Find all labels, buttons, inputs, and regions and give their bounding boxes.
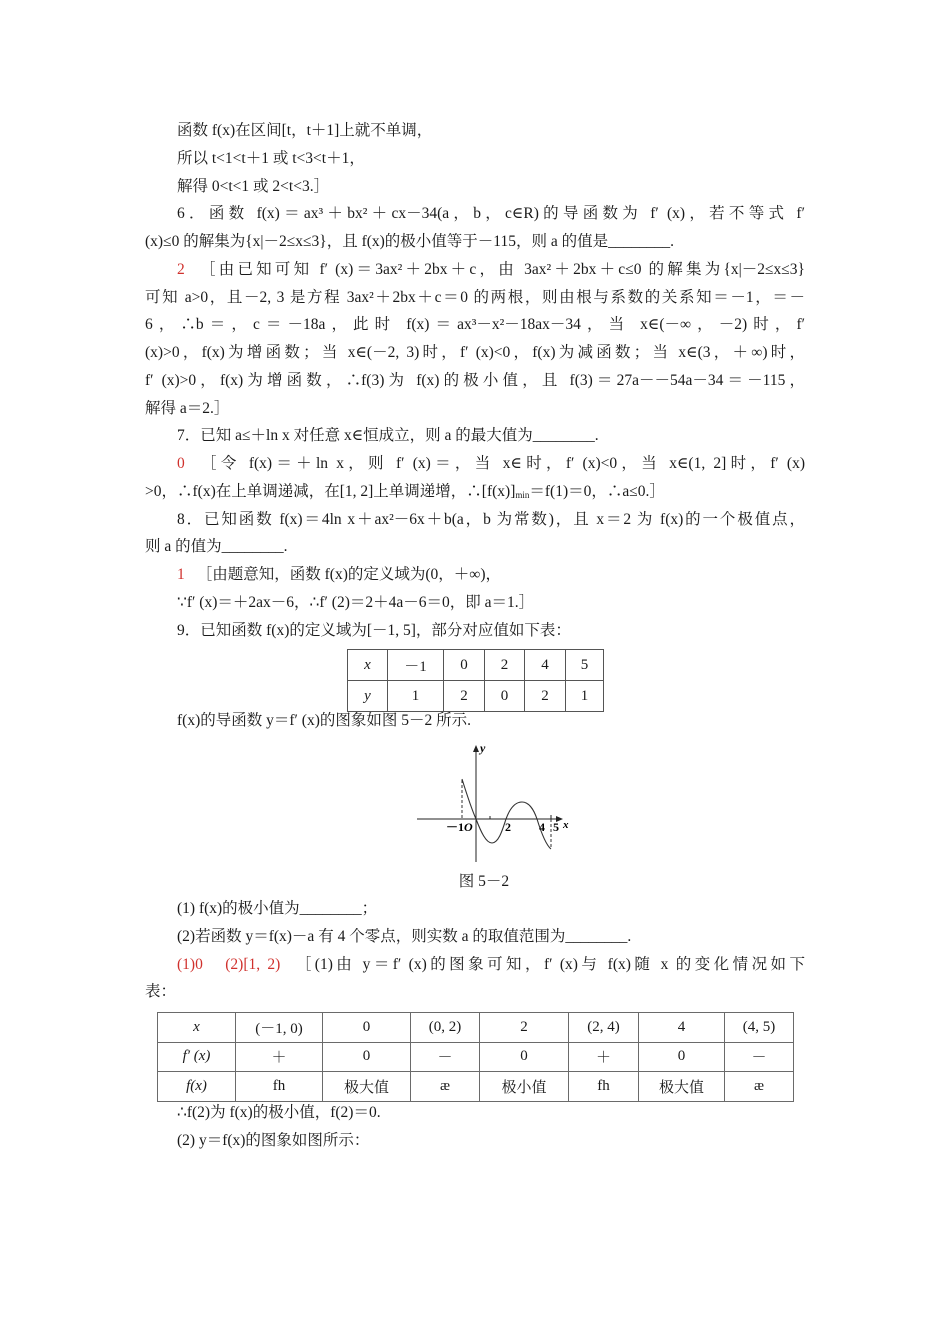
table-cell: æ [725,1072,794,1102]
solution-text: ［(1)由 y＝f′ (x)的图象可知，f′ (x)与 f(x)随 x 的变化情况如下 [292,955,805,973]
figure-caption: 图 5－2 [458,873,510,890]
solution-block-b [145,895,805,1006]
question-8-stem: 8．已知函数 f(x)＝4ln x＋ax²－6x＋b(a，b 为常数)，且 x＝2 为 f(x)的一个极值点， [177,510,805,528]
question-6-stem-cont: (x)≤0 的解集为{x|－2≤x≤3}，且 f(x)的极小值等于－115，则 a 的值是________. [145,233,674,250]
table-cell: 2 [480,1013,569,1043]
table-cell: － [725,1042,794,1072]
derivative-graph-figure [410,735,580,865]
subscript-min: min [515,489,530,500]
solution-text: ［令 f(x)＝＋ln x，则 f′ (x)＝，当 x∈时，f′ (x)<0，当 x∈(1, 2]时，f′ (x) [196,455,805,472]
table-row [348,650,604,681]
text-segment: ＝f(1)＝0，∴a≤0.］ [529,482,665,500]
table-cell: 2 [444,681,485,712]
text-line: (2) y＝f(x)的图象如图所示： [177,1131,370,1149]
table-cell: 2 [525,681,566,712]
text-line: 函数 f(x)在区间[t，t＋1]上就不单调， [177,122,433,139]
text-line: 所以 t<1<t＋1 或 t<3<t＋1， [177,149,365,167]
tick-label: 2 [505,820,511,834]
derivative-curve [462,779,551,849]
text-line: f′ (x)>0，f(x)为增函数，∴f(3)为 f(x)的极小值，且 f(3)＝27a－－54a－34＝－115， [145,371,805,389]
table-cell: 极大值 [323,1072,411,1102]
tick-label: －1 [446,820,465,834]
text-line: f(x)的导函数 y＝f′ (x)的图象如图 5－2 所示. [177,712,471,729]
text-line: 解得 0<t<1 或 2<t<3.］ [177,177,330,195]
answer-badge: (1)0 (2)[1, 2) [177,955,281,973]
table-cell: －1 [388,650,444,681]
table-cell: 0 [323,1013,411,1043]
solution-text: ［由已知可知 f′ (x)＝3ax²＋2bx＋c，由 3ax²＋2bx＋c≤0 的解集为{x|－2≤x≤3} [196,260,805,278]
table-cell: 0 [480,1042,569,1072]
table-cell: ＋ [236,1042,323,1072]
table-cell: 5 [566,650,604,681]
question-6-stem: 6．函数 f(x)＝ax³＋bx²＋cx－34(a，b，c∈R)的导函数为 f′ (x)，若不等式 f′ [177,205,805,223]
solution-block-a [145,117,805,644]
text-line: 6，∴b＝，c＝－18a，此时 f(x)＝ax³－x²－18ax－34，当 x∈(－∞，－2)时，f′ [145,316,805,334]
answer-badge: 2 [177,260,185,278]
answer-badge: 1 [177,566,185,583]
sub-question-2: (2)若函数 y＝f(x)－a 有 4 个零点，则实数 a 的取值范围为________. [177,927,632,945]
table-cell: 0 [323,1042,411,1072]
table-cell: y [348,681,388,712]
table-row [158,1072,794,1102]
text-line: 解得 a＝2.］ [145,399,230,417]
table-cell: fh [569,1072,639,1102]
value-table [347,649,604,712]
text-line: ∴f(2)为 f(x)的极小值，f(2)＝0. [177,1104,381,1121]
table-cell: － [411,1042,480,1072]
sub-question-1: (1) f(x)的极小值为________； [177,900,378,917]
table-cell: (－1, 0) [236,1013,323,1043]
question-8-stem-cont: 则 a 的值为________. [145,538,288,556]
table-cell: (4, 5) [725,1013,794,1043]
question-7-stem: 7．已知 a≤＋ln x 对任意 x∈恒成立，则 a 的最大值为________. [177,427,599,445]
table-cell: æ [411,1072,480,1102]
text-line: 可知 a>0，且－2, 3 是方程 3ax²＋2bx＋c＝0 的两根，则由根与系数的关系知＝－1，＝－ [145,288,805,306]
table-cell: 4 [525,650,566,681]
tick-label: 5 [553,820,559,834]
table-cell: 0 [485,681,525,712]
text-line [145,478,805,506]
question-9-solution [145,951,805,979]
origin-label: O [464,820,473,834]
table-cell: ＋ [569,1042,639,1072]
answer-badge: 0 [177,455,185,472]
text-line: ∵f′ (x)＝＋2ax－6，∴f′ (2)＝2＋4a－6＝0，即 a＝1.］ [177,593,535,611]
table-cell: f(x) [158,1072,236,1102]
tick-label: 4 [539,820,545,834]
question-8-solution [145,561,805,589]
question-9-stem: 9．已知函数 f(x)的定义域为[－1, 5]，部分对应值如下表： [177,621,571,639]
table-cell: 极小值 [480,1072,569,1102]
table-cell: (0, 2) [411,1013,480,1043]
table-cell: f′ (x) [158,1042,236,1072]
table-cell: 1 [388,681,444,712]
table-cell: (2, 4) [569,1013,639,1043]
table-cell: 0 [639,1042,725,1072]
text-line: 表： [145,983,177,1001]
table-cell: x [158,1013,236,1043]
question-6-solution [145,256,805,284]
solution-text: ［由题意知，函数 f(x)的定义域为(0，＋∞)， [196,566,501,583]
table-cell: fh [236,1072,323,1102]
figure-intro [145,707,805,735]
table-row [158,1042,794,1072]
table-cell: x [348,650,388,681]
solution-block-c [145,1099,805,1155]
table-cell: 极大值 [639,1072,725,1102]
y-axis-label: y [480,741,486,755]
variation-table [157,1012,794,1102]
table-row [158,1013,794,1043]
table-cell: 4 [639,1013,725,1043]
table-cell: 1 [566,681,604,712]
table-cell: 0 [444,650,485,681]
text-segment: >0，∴f(x)在上单调递减，在[1, 2]上单调递增，∴[f(x)] [145,482,516,500]
x-axis-label: x [563,819,569,831]
question-7-solution [145,450,805,478]
table-cell: 2 [485,650,525,681]
text-line: (x)>0，f(x)为增函数；当 x∈(－2, 3)时，f′ (x)<0，f(x)为减函数；当 x∈(3，＋∞)时， [145,344,805,361]
